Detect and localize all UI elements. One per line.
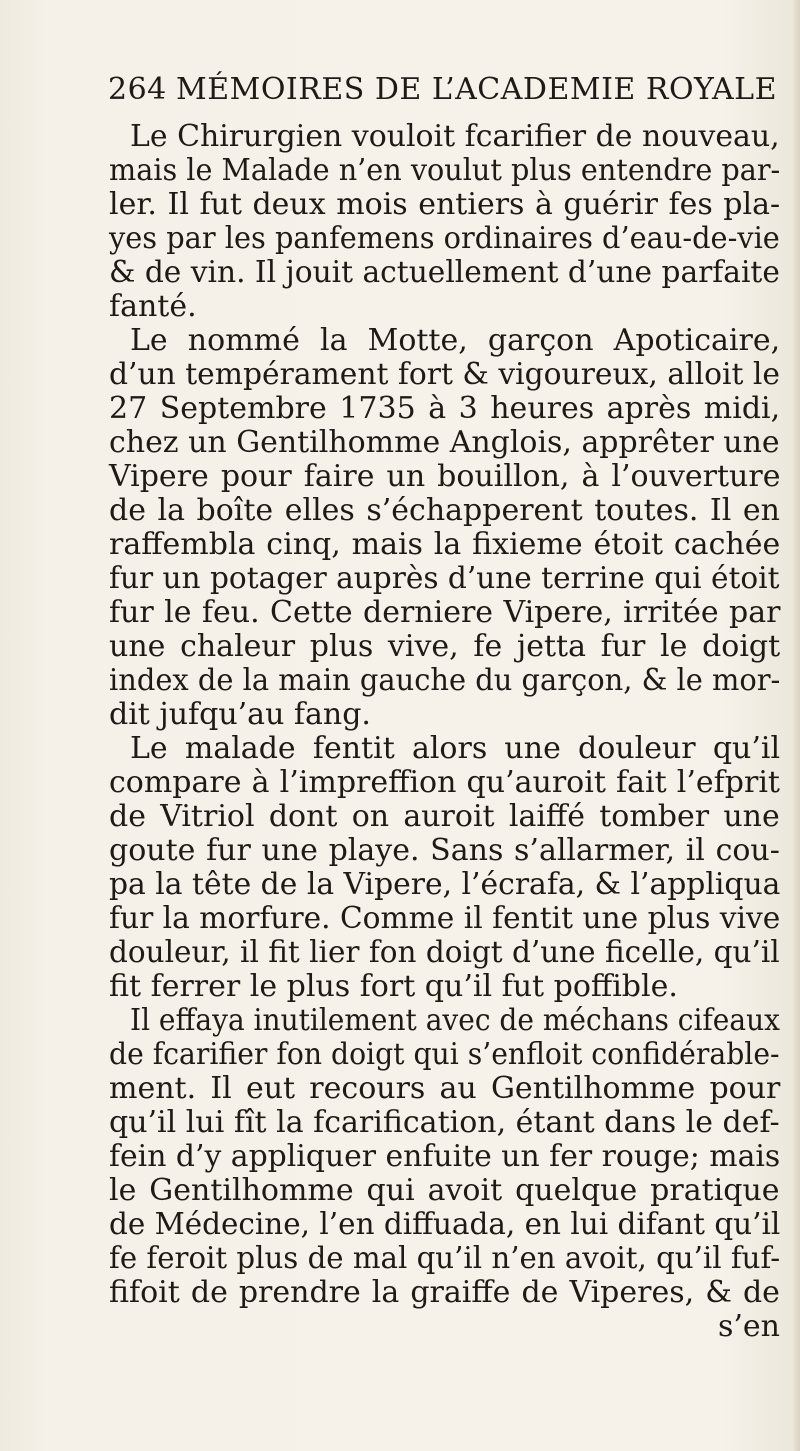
text-line: le Gentilhomme qui avoit quelque pratique [109, 1173, 780, 1208]
text-line: douleur, il fit lier fon doigt d’une ficelle, qu’il [109, 935, 780, 970]
text-line: ment. Il eut recours au Gentilhomme pour [109, 1071, 781, 1106]
text-line: de Médecine, l’en diffuada, en lui difant qu’il [109, 1207, 781, 1242]
text-line: 27 Septembre 1735 à 3 heures après midi, [109, 391, 781, 426]
text-line: fein d’y appliquer enfuite un fer rouge; mais [109, 1139, 781, 1174]
running-title: MÉMOIRES DE L’ACADEMIE ROYALE [176, 72, 777, 107]
text-line: yes par les panfemens ordinaires d’eau-de-vie [109, 221, 780, 256]
text-line: chez un Gentilhomme Anglois, apprêter une [109, 425, 780, 460]
text-line: de fcarifier fon doigt qui s’enfloit confidérable- [109, 1037, 780, 1072]
text-line: goute fur une playe. Sans s’allarmer, il cou- [109, 833, 780, 868]
text-line: compare à l’impreffion qu’auroit fait l’efprit [109, 765, 780, 800]
text-line: fifoit de prendre la graiffe de Viperes, & de [109, 1275, 780, 1310]
text-line: Le malade fentit alors une douleur qu’il [130, 731, 781, 766]
text-line: fur le feu. Cette derniere Vipere, irritée par [109, 595, 781, 630]
text-line: mais le Malade n’en voulut plus entendre par- [109, 153, 781, 188]
text-line: une chaleur plus vive, fe jetta fur le doigt [109, 629, 781, 664]
text-line: & de vin. Il jouit actuellement d’une parfaite [109, 255, 780, 290]
text-line: fe feroit plus de mal qu’il n’en avoit, qu’il fuf- [109, 1241, 781, 1276]
text-line: pa la tête de la Vipere, l’écrafa, & l’appliqua [109, 867, 781, 902]
text-line: fit ferrer le plus fort qu’il fut poffible. [109, 969, 678, 1004]
page-number: 264 [108, 72, 167, 107]
text-line: de la boîte elles s’échapperent toutes. Il en [109, 493, 780, 528]
page-edge [794, 0, 800, 1451]
text-line: fur un potager auprès d’une terrine qui étoit [109, 561, 780, 596]
text-line: dit jufqu’au fang. [109, 697, 371, 732]
text-line: fanté. [109, 289, 197, 324]
text-line: fur la morfure. Comme il fentit une plus vive [109, 901, 781, 936]
catchword: s’en [717, 1309, 780, 1344]
text-line: Il effaya inutilement avec de méchans cifeaux [130, 1003, 780, 1038]
text-line: Le nommé la Motte, garçon Apoticaire, [130, 323, 781, 358]
text-line: Le Chirurgien vouloit fcarifier de nouveau, [130, 119, 780, 154]
text-line: d’un tempérament fort & vigoureux, alloit le [109, 357, 781, 392]
text-line: index de la main gauche du garçon, & le mor- [109, 663, 781, 698]
text-line: raffembla cinq, mais la fixieme étoit cachée [109, 527, 781, 562]
page-header [108, 72, 777, 112]
text-line: de Vitriol dont on auroit laiffé tomber une [109, 799, 780, 834]
text-line: ler. Il fut deux mois entiers à guérir fes pla- [109, 187, 781, 222]
text-line: Vipere pour faire un bouillon, à l’ouverture [109, 459, 781, 494]
text-line: qu’il lui fît la fcarification, étant dans le def- [109, 1105, 780, 1140]
